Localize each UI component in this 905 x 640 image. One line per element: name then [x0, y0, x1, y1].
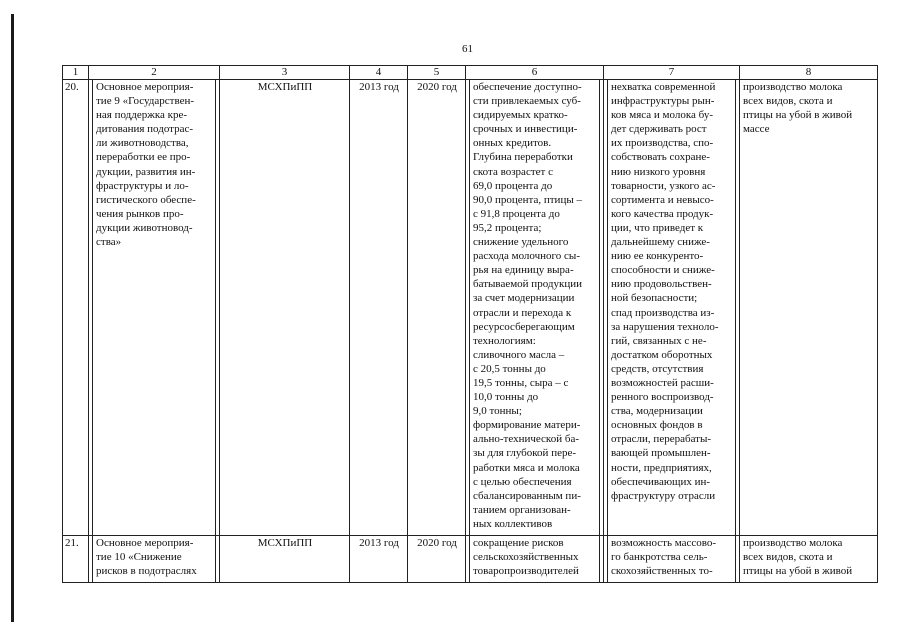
consequences-text: нехватка современной инфраструктуры рын- ков мяса и молока бу- дет сдерживать рост их производства, спо- собствовать сохране- нию низкого уровня товарности, узкого ас- сортимента и невысо- кого качества продук- ции, что приведет к дальнейшему сниже- нию ее конкуренто- способности и сниже- нию продовольствен- ной безопасности; спад производства из- за нарушения техноло- гий, связанных с не- достатком оборотных средств, отсутствия возможностей расши- ренного воспроизвод- ства, модернизации основных фондов в отрасли, перерабаты- вающей промышлен- ности, предприятиях, обеспечивающих ин- фраструктуру отрасли: [607, 80, 736, 535]
scan-edge-line: [11, 14, 14, 622]
activity-cell: [89, 536, 220, 583]
row-number: 20.: [63, 80, 89, 536]
consequences-cell: [604, 536, 740, 583]
column-header: 3: [220, 66, 350, 80]
indicators-cell: производство молока всех видов, скота и птицы на убой в живой: [740, 536, 878, 583]
indicators-cell: производство молока всех видов, скота и птицы на убой в живой массе: [740, 80, 878, 536]
column-header: 6: [466, 66, 604, 80]
executor-cell: МСХПиПП: [220, 80, 350, 536]
column-header: 8: [740, 66, 878, 80]
result-cell: [466, 80, 604, 536]
table-row: [63, 536, 878, 583]
activity-cell: [89, 80, 220, 536]
column-header: 5: [408, 66, 466, 80]
row-number: 21.: [63, 536, 89, 583]
executor-cell: МСХПиПП: [220, 536, 350, 583]
consequences-text: возможность массово- го банкротства сель- скохозяйственных то-: [607, 536, 736, 582]
activity-text: Основное мероприя- тие 10 «Снижение рисков в подотраслях: [92, 536, 216, 582]
column-header: 4: [350, 66, 408, 80]
start-year-cell: 2013 год: [350, 536, 408, 583]
measures-table: [62, 65, 878, 583]
column-number-row: [63, 66, 878, 80]
end-year-cell: 2020 год: [408, 536, 466, 583]
result-text: обеспечение доступно- сти привлекаемых суб- сидируемых кратко- срочных и инвестици- онных кредитов. Глубина переработки скота возрастет с 69,0 процента до 90,0 процента, птицы – с 91,8 процента до 95,2 процента; снижение удельного расхода молочного сы- рья на единицу выра- батываемой продукции за счет модернизации отрасли и перехода к ресурсосберегающим технологиям: сливочного масла – с 20,5 тонны до 19,5 тонны, сыра – с 10,0 тонны до 9,0 тонны; формирование матери- ально-технической ба- зы для глубокой пере- работки мяса и молока с целью обеспечения сбалансированным пи- танием организован- ных коллективов: [469, 80, 600, 535]
activity-text: Основное мероприя- тие 9 «Государствен- ная поддержка кре- дитования подотрас- ли животноводства, переработки ее про- дукции, развития ин- фраструктуры и ло- гистического обеспе- чения рынков про- дукции животновод- ства»: [92, 80, 216, 535]
column-header: 1: [63, 66, 89, 80]
column-header: 7: [604, 66, 740, 80]
table-row: [63, 80, 878, 536]
end-year-cell: 2020 год: [408, 80, 466, 536]
result-cell: [466, 536, 604, 583]
start-year-cell: 2013 год: [350, 80, 408, 536]
consequences-cell: [604, 80, 740, 536]
result-text: сокращение рисков сельскохозяйственных товаропроизводителей: [469, 536, 600, 582]
column-header: 2: [89, 66, 220, 80]
page-number: 61: [462, 43, 473, 55]
